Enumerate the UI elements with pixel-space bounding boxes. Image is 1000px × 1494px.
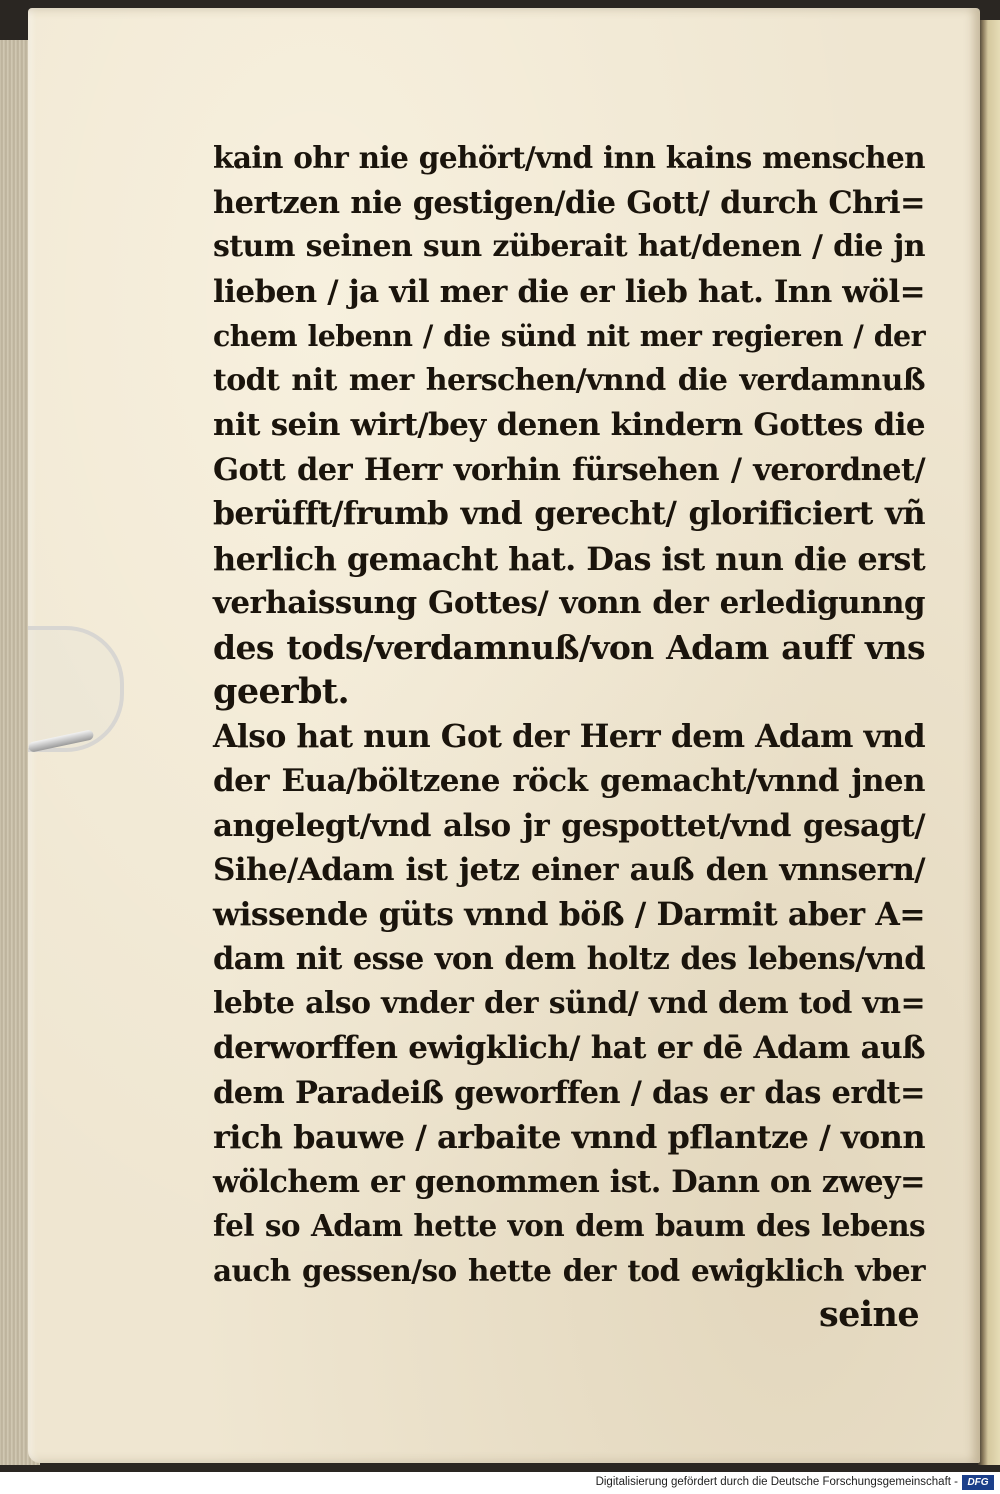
text-line: nit sein wirt/bey denen kindern Gottes die	[213, 407, 925, 443]
next-page-edge	[978, 20, 1000, 1465]
text-line: dem Paradeiß geworffen / das er das erdt=	[213, 1074, 925, 1111]
text-line: Sihe/Adam ist jetz einer auß den vnnsern/	[213, 852, 925, 888]
text-line: chem lebenn / die sünd nit mer regieren / der	[213, 319, 925, 353]
dfg-logo-icon: DFG	[962, 1475, 994, 1490]
text-line: rich bauwe / arbaite vnnd pflantze / vonn	[213, 1118, 925, 1156]
text-line: fel so Adam hette von dem baum des lebens	[213, 1208, 925, 1243]
text-line: Gott der Herr vorhin fürsehen / verordnet/	[213, 451, 925, 488]
text-line: geerbt.	[213, 671, 350, 712]
text-line: derworffen ewigklich/ hat er dē Adam auß	[213, 1030, 925, 1066]
text-line: hertzen nie gestigen/die Gott/ durch Chri=	[213, 184, 925, 221]
text-line: todt nit mer herschen/vnnd die verdamnuß	[213, 362, 925, 398]
text-line: dam nit esse von dem holtz des lebens/vnd	[213, 941, 925, 977]
text-line: herlich gemacht hat. Das ist nun die erst	[213, 539, 925, 578]
text-line: der Eua/böltzene röck gemacht/vnnd jnen	[213, 763, 925, 799]
text-line: lebte also vnder der sünd/ vnd dem tod vn=	[213, 985, 925, 1021]
text-line: Also hat nun Got der Herr dem Adam vnd	[213, 717, 925, 755]
text-line: wölchem er genommen ist. Dann on zwey=	[213, 1163, 925, 1200]
book-page	[28, 8, 980, 1463]
catchword: seine	[819, 1294, 919, 1335]
text-line: wissende güts vnnd böß / Darmit aber A=	[213, 895, 925, 933]
page-text	[213, 136, 925, 1338]
text-line: lieben / ja vil mer die er lieb hat. Inn wöl=	[213, 273, 925, 310]
text-line: verhaissung Gottes/ vonn der erledigunng	[213, 585, 925, 621]
text-line: des tods/verdamnuß/von Adam auff vns	[213, 627, 925, 667]
text-line: auch gessen/so hette der tod ewigklich vber	[213, 1252, 925, 1288]
text-line: kain ohr nie gehört/vnd inn kains menschen	[213, 140, 925, 175]
footer-bar	[0, 1472, 1000, 1494]
funding-credit: Digitalisierung gefördert durch die Deutsche Forschungsgemeinschaft -	[595, 1476, 958, 1488]
text-line: berüfft/frumb vnd gerecht/ glorificiert vñ	[213, 495, 925, 532]
text-line: angelegt/vnd also jr gespottet/vnd gesagt/	[213, 807, 925, 844]
text-line: stum seinen sun züberait hat/denen / die jn	[213, 229, 925, 264]
